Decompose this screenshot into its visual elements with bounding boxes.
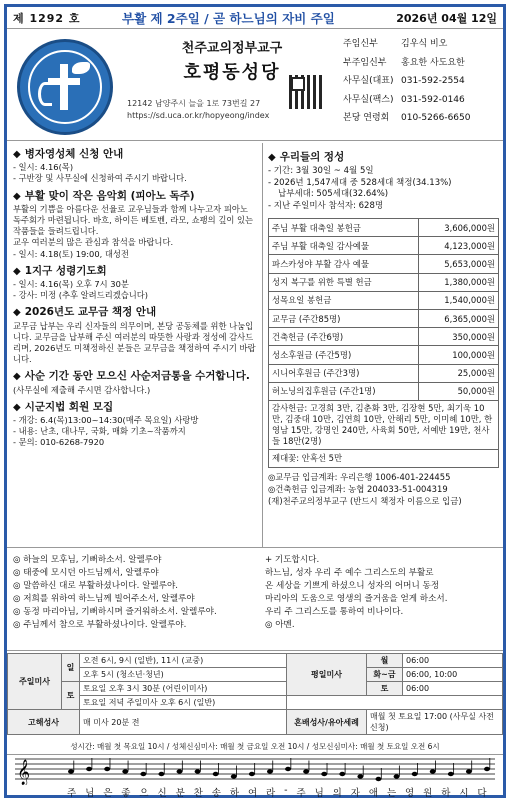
lyric-syllable: 는 [386,788,397,799]
schedule-cell: 오전 6시, 9시 (일반), 11시 (교중) [80,654,287,668]
note-head [158,772,164,776]
note-head [412,772,418,776]
notice-calligraphy [13,402,256,449]
offering-label: 파스카성야 부활 감사 예물 [269,255,419,273]
note-head [321,772,327,776]
offering-row [269,219,499,237]
note-head [430,769,436,773]
lyric-syllable: 님 [85,788,95,799]
note-head [195,769,201,773]
regina-caeli-prayer [7,547,503,651]
schedule-table [7,653,503,735]
lyric-syllable: 찬 [193,788,204,799]
stats-line: 납부세대: 505세대(32.64%) [278,189,389,199]
notice-title: 부활 맞이 작은 음악회 (피아노 독주) [24,189,195,202]
offering-amount: 4,123,000원 [419,237,499,255]
sunday-label: 일 [62,654,80,682]
note-head [231,774,237,778]
diamond-icon: ◆ [13,190,21,202]
issue-number: 제 1292 호 [13,12,81,25]
altar-flowers: 제대꽃: 안혹선 5만 [269,449,499,467]
offering-label: 교무금 (주간85명) [269,309,419,327]
account-line: (재)천주교의정부교구 (반드시 책정자 이름으로 입금) [268,496,462,507]
diamond-icon: ◆ [13,371,21,383]
staff-row [343,109,503,128]
note-head [267,769,273,773]
note-head [394,774,400,778]
notice-title: 사순 기간 동안 모으신 사순저금통을 수거합니다. [24,370,250,383]
offering-label: 주님 부활 대축일 감사예물 [269,237,419,255]
church-name: 호평동성당 [183,62,281,83]
finance-column [264,143,503,547]
note-head [86,767,92,771]
diamond-icon: ◆ [13,307,21,319]
diamond-icon: ◆ [13,265,21,277]
lyric-syllable: 주 [67,788,77,799]
offering-label: 건축헌금 (주간6명) [269,328,419,346]
lyric-syllable: 자 [350,788,361,799]
diocese-name: 천주교의정부교구 [181,41,283,56]
weekday-name: 토 [367,682,403,696]
offering-amount: 350,000원 [419,328,499,346]
offering-row [269,291,499,309]
notice-line: - 강사: 미정 (추후 알려드리겠습니다) [13,290,149,301]
notice-line: - 일시: 4.18(토) 19:00, 대성전 [13,248,129,259]
lyric-syllable: 은 [103,788,113,799]
note-head [357,774,363,778]
note-head [104,767,110,771]
offering-row [269,309,499,327]
notice-line: - 일시: 4.16(목) 오후 7시 30분 [13,279,129,290]
offering-row [269,255,499,273]
staff-value: 031-592-0146 [401,94,465,105]
staff-value: 010-5266-6650 [401,113,471,123]
music-staff [7,755,503,785]
lyric-syllable: 라 [266,788,276,799]
hymn-staff [7,755,503,801]
account-info [268,471,499,507]
offering-row [269,237,499,255]
prayer-line: ◎ 태중에 모시던 아드님께서, 알렐루야 [13,568,159,578]
note-head [140,772,146,776]
offering-amount: 1,380,000원 [419,273,499,291]
offering-row [269,328,499,346]
note-head [213,772,219,776]
prayer-line: + 기도합시다. [265,555,320,565]
notice-line: - 문의: 010-6268-7920 [13,437,105,448]
staff-value: 031-592-2554 [401,76,465,86]
note-head [448,772,454,776]
offering-amount: 25,000원 [419,364,499,382]
prayer-line: 마리아의 도움으로 영생의 즐거움을 얻게 하소서. [265,594,448,604]
diamond-icon: ◆ [13,149,21,160]
stats-line: - 지난 주일미사 참석자: 628명 [268,200,384,211]
staff-row [343,91,503,110]
qr-code-icon[interactable] [289,75,323,109]
notice-line: - 일시: 4.16(목) [13,162,74,173]
mass-schedule [7,653,503,735]
weekday-time: 06:00 [403,682,503,696]
notice-title: 시군지법 회원 모집 [24,400,114,413]
note-head [339,772,345,776]
prayer-verses [13,554,261,632]
weekday-name: 화~금 [367,668,403,682]
stats-title: 우리들의 정성 [279,151,345,163]
header-band [7,7,503,29]
schedule-cell: 오후 5시 (청소년·청년) [80,668,287,682]
church-header [7,31,503,141]
saturday-label: 토 [62,682,80,710]
lyric-syllable: 하 [229,788,240,799]
confession-time: 매 미사 20분 전 [80,710,287,735]
notices-column [7,143,263,547]
wedding-label: 혼배성사/유아세례 [287,710,367,735]
lyric-syllable: 애 [368,788,379,799]
offering-amount: 5,653,000원 [419,255,499,273]
feast-title: 부활 제 2주일 / 곧 하느님의 자비 주일 [122,11,335,26]
devotion-info: 성시간: 매월 첫 목요일 10시 / 성체신심미사: 매월 첫 금요일 오전 10시 / 성모신심미사: 매월 첫 토요일 오전 6시 [7,739,503,755]
offering-amount: 100,000원 [419,346,499,364]
offering-amount: 50,000원 [419,382,499,400]
note-head [68,769,74,773]
prayer-line: 하느님, 성자 우리 주 예수 그리스도의 부활로 [265,568,434,578]
staff-role: 본당 연령회 [343,113,390,123]
diamond-icon: ◆ [268,152,276,163]
sunday-mass-label: 주일미사 [8,654,62,710]
offering-row [269,382,499,400]
notice-sick-communion [13,149,256,185]
bulletin-page [4,4,506,798]
lyric-syllable: - [284,785,288,796]
offering-row [269,346,499,364]
lyric-syllable: 원 [423,788,433,799]
lyric-syllable: 주 [296,788,306,799]
church-url[interactable]: https://sd.uca.or.kr/hopyeong/index [127,111,270,120]
lyric-syllable: 좋 [121,788,131,799]
bulletin-date: 2026년 04월 12일 [396,12,497,25]
lyric-syllable: 시 [459,788,469,799]
stats-line: - 2026년 1,547세대 중 528세대 책정(34.13%) [268,177,452,188]
lyric-syllable: 분 [175,788,186,799]
weekday-time: 06:00, 10:00 [403,668,503,682]
offering-amount: 6,365,000원 [419,309,499,327]
notice-line: - 내용: 난초, 대나무, 국화, 매화 기초~작품까지 [13,426,186,437]
notice-dues [13,307,256,365]
notice-lent-box [13,371,256,395]
notice-line: 부활의 기쁨을 아름다운 선율로 교우님들과 함께 나누고자 피아노 독주회가 마련됩니다. 바흐, 하이든 베토벤, 라모, 쇼팽의 깊이 있는 작품들을 들려드립니다. [13,203,254,237]
notice-title: 병자영성체 신청 안내 [24,148,124,160]
prayer-line: 우리 주 그리스도를 통하여 비나이다. [265,607,404,617]
prayer-line: 온 세상을 기쁘게 하셨으니 성자의 어머니 동정 [265,581,440,591]
account-line: ◎건축헌금 입금계좌: 농협 204033-51-004319 [268,484,448,495]
prayer-line: ◎ 하늘의 모후님, 기뻐하소서. 알렐루야 [13,555,162,565]
prayer-line: ◎ 아멘. [265,620,295,630]
note-head [484,767,490,771]
offering-amount: 3,606,000원 [419,219,499,237]
staff-list [343,35,503,128]
offering-amount: 1,540,000원 [419,291,499,309]
staff-role: 사무실(대표) [343,76,394,86]
confession-label: 고해성사 [8,710,80,735]
lyric-syllable: 의 [332,788,343,799]
lyric-syllable: 여 [247,788,258,799]
notice-concert [13,191,256,260]
offering-label: 성지 복구를 위한 특별 헌금 [269,273,419,291]
staff-role: 부주임신부 [343,57,387,68]
weekday-mass-label: 평일미사 [287,654,367,696]
lyric-syllable: 영 [405,788,415,799]
thanks-offering: 감사헌금: 고경희 3만, 김춘화 3만, 김장현 5만, 최기욱 10만, 김중대 10만, 김연희 10만, 안해리 5만, 이미혜 10만, 한영남 15만, 강명인 240만, 사육회 50만, 서예반 19만, 천사들 18만(2명) [269,400,499,449]
offering-label: 허노닝의집후원금 (주간1명) [269,382,419,400]
notice-line: 교무금 납부는 우리 신자들의 의무이며, 본당 공동체를 위한 나눔입니다. 교무금을 납부해 주신 여러분의 따뜻한 사랑과 정성에 감사드리며, 2026년도 미책정하신 분들은 교무금을 책정하여 주시기 바랍니다. [13,320,256,365]
notice-line: - 구반장 및 사무실에 신청하여 주시기 바랍니다. [13,173,187,184]
account-line: ◎교무금 입금계좌: 우리은행 1006-401-224455 [268,472,451,483]
stats-section [268,149,499,212]
offering-label: 주님 부활 대축일 봉헌금 [269,219,419,237]
note-head [122,769,128,773]
diamond-icon: ◆ [13,401,21,413]
staff-role: 사무실(팩스) [343,94,394,105]
note-head [249,772,255,776]
offering-row [269,273,499,291]
notice-line: 교우 여러분의 많은 관심과 참석을 바랍니다. [13,237,174,248]
offering-table [268,218,499,468]
schedule-cell: 토요일 저녁 주일미사 오후 6시 (일반) [80,696,287,710]
lyric-syllable: 하 [441,788,451,799]
prayer-line: ◎ 주님께서 참으로 부활하셨나이다. 알렐루야. [13,620,187,630]
offering-row [269,364,499,382]
lyric-syllable: 다 [477,788,487,799]
diocese-logo [17,39,113,135]
stats-line: - 기간: 3월 30일 ~ 4월 5일 [268,166,374,176]
note-head [177,769,183,773]
notice-line: - 개강: 6.4(목)13:00~14:30(매주 목요일) 사랑방 [13,415,199,426]
offering-label: 성목요일 봉헌금 [269,291,419,309]
offering-label: 성소후원금 (주간5명) [269,346,419,364]
offering-label: 시니어후원금 (주간3명) [269,364,419,382]
prayer-line: ◎ 동정 마리아님, 기뻐하시며 즐거워하소서. 알렐루야. [13,607,217,617]
hymn-lyrics [67,785,487,799]
note-head [466,769,472,773]
staff-row [343,54,503,73]
note-head [375,777,381,781]
staff-value: 홍요한 사도요한 [401,57,465,68]
weekday-name: 월 [367,654,403,668]
lyric-syllable: 송 [211,788,222,799]
staff-row [343,35,503,54]
prayer-collect [265,554,499,632]
lyric-syllable: 님 [314,788,325,799]
notice-title: 1지구 성령기도회 [24,264,107,277]
empty-cell [287,696,503,710]
notice-line: (사무실에 제출해 주시면 감사합니다.) [13,384,151,395]
weekday-time: 06:00 [403,654,503,668]
treble-clef-icon: 𝄞 [17,760,31,785]
prayer-line: ◎ 말씀하신 대로 부활하셨나이다. 알렐루야. [13,581,179,591]
notice-prayer-meeting [13,266,256,302]
wedding-time: 매월 첫 토요일 17:00 (사무실 사전 신청) [367,710,503,735]
schedule-cell: 토요일 오후 3시 30분 (어린이미사) [80,682,287,696]
address-line: 12142 남양주시 늘을 1로 73번길 27 [127,99,261,108]
note-head [285,767,291,771]
lyric-syllable: 신 [157,788,167,799]
prayer-line: ◎ 저희를 위하여 하느님께 빌어주소서, 알렐루야 [13,594,195,604]
staff-row [343,72,503,91]
staff-role: 주임신부 [343,39,378,49]
lyric-syllable: 으 [139,788,149,799]
notice-title: 2026년도 교무금 책정 안내 [24,306,157,319]
staff-value: 김우식 비오 [401,39,448,49]
note-head [303,769,309,773]
